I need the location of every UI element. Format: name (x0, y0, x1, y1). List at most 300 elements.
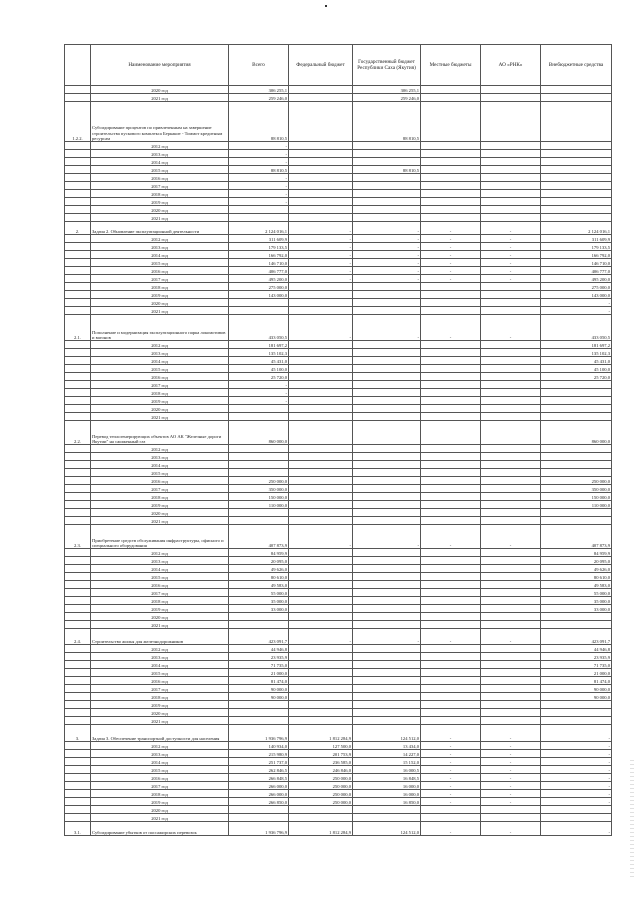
federal-cell: - (289, 251, 353, 259)
rnk-cell: - (481, 725, 541, 742)
table-row-year (65, 549, 612, 557)
total-cell: - (229, 198, 289, 206)
idx-cell (65, 790, 91, 798)
idx-cell (65, 291, 91, 299)
idx-cell (65, 621, 91, 629)
federal-cell: 250 000,0 (289, 798, 353, 806)
local-cell (421, 421, 481, 445)
total-cell: 150 000,0 (229, 493, 289, 501)
federal-cell (289, 605, 353, 613)
local-cell (421, 557, 481, 565)
local-cell (421, 685, 481, 693)
local-cell (421, 373, 481, 381)
idx-cell (65, 142, 91, 150)
year-cell: 2016 год (91, 267, 229, 275)
state-cell (353, 669, 421, 677)
federal-cell (289, 389, 353, 397)
offbudget-cell: 179 133,5 (541, 243, 612, 251)
idx-cell (65, 235, 91, 243)
federal-cell (289, 669, 353, 677)
rnk-cell (481, 190, 541, 198)
offbudget-cell (541, 381, 612, 389)
table-row-year (65, 86, 612, 94)
total-cell: 146 710,0 (229, 259, 289, 267)
rnk-cell (481, 405, 541, 413)
local-cell (421, 357, 481, 365)
year-cell: 2017 год (91, 782, 229, 790)
table-row-year (65, 766, 612, 774)
federal-cell (289, 291, 353, 299)
idx-cell (65, 501, 91, 509)
total-cell: 49 583,0 (229, 581, 289, 589)
header-rnk: АО «РНК» (481, 45, 541, 86)
state-cell (353, 397, 421, 405)
year-cell: 2015 год (91, 766, 229, 774)
idx-cell (65, 259, 91, 267)
total-cell: 423 091,7 (229, 629, 289, 645)
rnk-cell (481, 565, 541, 573)
year-cell: 2015 год (91, 469, 229, 477)
table-row-year (65, 605, 612, 613)
local-cell (421, 501, 481, 509)
federal-cell (289, 701, 353, 709)
offbudget-cell (541, 158, 612, 166)
federal-cell (289, 206, 353, 214)
year-cell: 2014 год (91, 758, 229, 766)
year-cell: 2020 год (91, 613, 229, 621)
rnk-cell (481, 517, 541, 525)
year-cell: 2018 год (91, 190, 229, 198)
local-cell (421, 307, 481, 315)
offbudget-cell: 407 873,9 (541, 525, 612, 549)
offbudget-cell: 49 583,0 (541, 581, 612, 589)
local-cell (421, 214, 481, 222)
idx-cell (65, 750, 91, 758)
table-row-item (65, 315, 612, 341)
table-row-year (65, 501, 612, 509)
rnk-cell (481, 283, 541, 291)
rnk-cell (481, 182, 541, 190)
offbudget-cell (541, 806, 612, 814)
year-cell: 2016 год (91, 581, 229, 589)
federal-cell (289, 477, 353, 485)
state-cell (353, 814, 421, 822)
idx-cell: 3. (65, 725, 91, 742)
header-offbudget: Внебюджетные средства (541, 45, 612, 86)
federal-cell (289, 613, 353, 621)
offbudget-cell: - (541, 766, 612, 774)
year-cell: 2017 год (91, 275, 229, 283)
idx-cell (65, 243, 91, 251)
total-cell: 266 000,0 (229, 790, 289, 798)
total-cell: 140 934,0 (229, 742, 289, 750)
offbudget-cell (541, 814, 612, 822)
rnk-cell: - (481, 243, 541, 251)
local-cell: - (421, 774, 481, 782)
idx-cell (65, 381, 91, 389)
name-cell: Субсидирование процентов по привлеченным на завершение строительства пускового комплекса Беркакит - Томмот кредитным ресурсам (91, 102, 229, 142)
total-cell: 84 959,9 (229, 549, 289, 557)
idx-cell (65, 267, 91, 275)
total-cell: 259 246,0 (229, 94, 289, 102)
rnk-cell (481, 613, 541, 621)
federal-cell (289, 158, 353, 166)
idx-cell (65, 307, 91, 315)
state-cell (353, 182, 421, 190)
idx-cell (65, 774, 91, 782)
idx-cell (65, 645, 91, 653)
table-row-year (65, 174, 612, 182)
total-cell: 23 935,9 (229, 653, 289, 661)
year-cell: 2016 год (91, 477, 229, 485)
total-cell: 179 133,5 (229, 243, 289, 251)
federal-cell (289, 413, 353, 421)
state-cell (353, 717, 421, 725)
state-cell: 16 850,0 (353, 798, 421, 806)
idx-cell (65, 573, 91, 581)
state-cell (353, 461, 421, 469)
local-cell (421, 365, 481, 373)
table-row-year (65, 299, 612, 307)
state-cell (353, 445, 421, 453)
offbudget-cell (541, 517, 612, 525)
state-cell (353, 565, 421, 573)
federal-cell (289, 142, 353, 150)
offbudget-cell: 166 792,0 (541, 251, 612, 259)
state-cell (353, 621, 421, 629)
idx-cell (65, 469, 91, 477)
local-cell (421, 453, 481, 461)
rnk-cell (481, 174, 541, 182)
year-cell: 2014 год (91, 251, 229, 259)
year-cell: 2015 год (91, 365, 229, 373)
idx-cell (65, 461, 91, 469)
idx-cell (65, 485, 91, 493)
local-cell: - (421, 798, 481, 806)
total-cell: 350 000,0 (229, 485, 289, 493)
local-cell (421, 283, 481, 291)
federal-cell (289, 565, 353, 573)
local-cell (421, 493, 481, 501)
local-cell (421, 341, 481, 349)
rnk-cell (481, 661, 541, 669)
local-cell: - (421, 315, 481, 341)
offbudget-cell: 150 000,0 (541, 493, 612, 501)
year-cell: 2012 год (91, 341, 229, 349)
table-row-year (65, 182, 612, 190)
idx-cell: 2.1. (65, 315, 91, 341)
federal-cell (289, 421, 353, 445)
total-cell (229, 469, 289, 477)
total-cell (229, 445, 289, 453)
offbudget-cell: 45 100,0 (541, 365, 612, 373)
offbudget-cell (541, 182, 612, 190)
offbudget-cell (541, 214, 612, 222)
local-cell (421, 469, 481, 477)
federal-cell (289, 806, 353, 814)
table-row-year (65, 477, 612, 485)
federal-cell (289, 190, 353, 198)
total-cell: 1 936 796,9 (229, 822, 289, 836)
rnk-cell (481, 693, 541, 701)
offbudget-cell (541, 198, 612, 206)
total-cell (229, 453, 289, 461)
rnk-cell (481, 645, 541, 653)
rnk-cell (481, 469, 541, 477)
rnk-cell (481, 445, 541, 453)
idx-cell (65, 709, 91, 717)
table-row-year (65, 597, 612, 605)
idx-cell (65, 349, 91, 357)
rnk-cell: - (481, 774, 541, 782)
rnk-cell (481, 299, 541, 307)
local-cell (421, 806, 481, 814)
local-cell (421, 581, 481, 589)
total-cell: 266 000,0 (229, 782, 289, 790)
idx-cell (65, 150, 91, 158)
federal-cell: 1 812 284,9 (289, 725, 353, 742)
state-cell: 88 810,5 (353, 102, 421, 142)
local-cell (421, 461, 481, 469)
year-cell: 2013 год (91, 750, 229, 758)
total-cell (229, 701, 289, 709)
rnk-cell (481, 206, 541, 214)
state-cell (353, 206, 421, 214)
local-cell (421, 661, 481, 669)
federal-cell (289, 166, 353, 174)
local-cell (421, 613, 481, 621)
rnk-cell (481, 509, 541, 517)
offbudget-cell: 311 609,9 (541, 235, 612, 243)
rnk-cell (481, 501, 541, 509)
state-cell (353, 806, 421, 814)
idx-cell: 2. (65, 222, 91, 235)
total-cell: 88 810,5 (229, 102, 289, 142)
rnk-cell (481, 653, 541, 661)
idx-cell: 2.4. (65, 629, 91, 645)
federal-cell (289, 653, 353, 661)
year-cell: 2019 год (91, 798, 229, 806)
state-cell (353, 509, 421, 517)
year-cell: 2015 год (91, 259, 229, 267)
year-cell: 2018 год (91, 790, 229, 798)
year-cell: 2013 год (91, 453, 229, 461)
table-row-year (65, 349, 612, 357)
offbudget-cell (541, 86, 612, 94)
table-row-year (65, 198, 612, 206)
total-cell: 45 100,0 (229, 365, 289, 373)
state-cell (353, 573, 421, 581)
total-cell: 1 936 796,9 (229, 725, 289, 742)
rnk-cell (481, 685, 541, 693)
total-cell: 33 000,0 (229, 605, 289, 613)
offbudget-cell (541, 445, 612, 453)
federal-cell: - (289, 235, 353, 243)
name-cell: Задача 3. Обеспечение транспортной доступности для населения (91, 725, 229, 742)
total-cell: 495 200,0 (229, 275, 289, 283)
total-cell: - (229, 397, 289, 405)
table-row-year (65, 509, 612, 517)
header-idx (65, 45, 91, 86)
federal-cell: - (289, 243, 353, 251)
federal-cell (289, 102, 353, 142)
state-cell (353, 142, 421, 150)
federal-cell: - (289, 222, 353, 235)
offbudget-cell: 33 000,0 (541, 605, 612, 613)
idx-cell (65, 275, 91, 283)
offbudget-cell: - (541, 822, 612, 836)
table-row-year (65, 693, 612, 701)
offbudget-cell: 49 626,0 (541, 565, 612, 573)
table-row-year (65, 469, 612, 477)
federal-cell (289, 549, 353, 557)
total-cell: 311 609,9 (229, 235, 289, 243)
total-cell (229, 307, 289, 315)
year-cell: 2021 год (91, 94, 229, 102)
state-cell (353, 307, 421, 315)
local-cell (421, 677, 481, 685)
idx-cell (65, 477, 91, 485)
table-row-year (65, 709, 612, 717)
local-cell (421, 182, 481, 190)
state-cell (353, 214, 421, 222)
offbudget-cell (541, 461, 612, 469)
table-row-year (65, 365, 612, 373)
total-cell (229, 621, 289, 629)
local-cell (421, 102, 481, 142)
total-cell: 88 810,5 (229, 166, 289, 174)
table-row-year (65, 742, 612, 750)
offbudget-cell: 23 935,9 (541, 653, 612, 661)
year-cell: 2019 год (91, 291, 229, 299)
year-cell: 2020 год (91, 86, 229, 94)
idx-cell (65, 365, 91, 373)
offbudget-cell (541, 717, 612, 725)
rnk-cell (481, 589, 541, 597)
year-cell: 2020 год (91, 299, 229, 307)
federal-cell (289, 182, 353, 190)
year-cell: 2012 год (91, 445, 229, 453)
federal-cell: - (289, 259, 353, 267)
offbudget-cell: 80 610,0 (541, 573, 612, 581)
state-cell (353, 381, 421, 389)
rnk-cell (481, 621, 541, 629)
idx-cell (65, 174, 91, 182)
local-cell (421, 653, 481, 661)
state-cell: - (353, 629, 421, 645)
idx-cell (65, 251, 91, 259)
idx-cell (65, 653, 91, 661)
year-cell: 2021 год (91, 214, 229, 222)
total-cell: 407 873,9 (229, 525, 289, 549)
federal-cell: 127 500,0 (289, 742, 353, 750)
offbudget-cell: 71 735,0 (541, 661, 612, 669)
table-row-year (65, 142, 612, 150)
table-row-year (65, 621, 612, 629)
table-row-year (65, 677, 612, 685)
year-cell: 2020 год (91, 806, 229, 814)
local-cell (421, 709, 481, 717)
state-cell (353, 373, 421, 381)
total-cell: 90 000,0 (229, 693, 289, 701)
year-cell: 2013 год (91, 150, 229, 158)
rnk-cell (481, 166, 541, 174)
total-cell: 251 737,0 (229, 758, 289, 766)
local-cell: - (421, 758, 481, 766)
rnk-cell: - (481, 742, 541, 750)
rnk-cell: - (481, 222, 541, 235)
idx-cell (65, 742, 91, 750)
state-cell: 14 227,0 (353, 750, 421, 758)
state-cell: - (353, 222, 421, 235)
table-header-row (65, 45, 612, 86)
federal-cell: - (289, 267, 353, 275)
name-cell: Задача 2. Обновление эксплуатационной деятельности (91, 222, 229, 235)
rnk-cell (481, 557, 541, 565)
state-cell (353, 701, 421, 709)
idx-cell (65, 397, 91, 405)
local-cell (421, 86, 481, 94)
federal-cell: 250 000,0 (289, 774, 353, 782)
rnk-cell: - (481, 267, 541, 275)
local-cell: - (421, 251, 481, 259)
scan-edge-mark (630, 760, 634, 880)
rnk-cell (481, 381, 541, 389)
idx-cell (65, 693, 91, 701)
year-cell: 2012 год (91, 549, 229, 557)
local-cell (421, 299, 481, 307)
idx-cell (65, 283, 91, 291)
state-cell (353, 421, 421, 445)
budget-table (64, 44, 612, 836)
state-cell: - (353, 235, 421, 243)
rnk-cell (481, 453, 541, 461)
idx-cell (65, 814, 91, 822)
idx-cell (65, 605, 91, 613)
table-row-item (65, 629, 612, 645)
offbudget-cell (541, 469, 612, 477)
idx-cell (65, 589, 91, 597)
table-row-item (65, 525, 612, 549)
state-cell (353, 597, 421, 605)
local-cell (421, 190, 481, 198)
year-cell: 2017 год (91, 381, 229, 389)
idx-cell (65, 565, 91, 573)
total-cell: - (229, 190, 289, 198)
year-cell: 2019 год (91, 198, 229, 206)
state-cell: - (353, 275, 421, 283)
year-cell: 2020 год (91, 709, 229, 717)
year-cell: 2012 год (91, 142, 229, 150)
table-row-year (65, 291, 612, 299)
state-cell: 13 434,0 (353, 742, 421, 750)
table-row-year (65, 565, 612, 573)
total-cell: 860 000,0 (229, 421, 289, 445)
offbudget-cell: - (541, 750, 612, 758)
offbudget-cell: - (541, 774, 612, 782)
offbudget-cell: - (541, 790, 612, 798)
rnk-cell: - (481, 798, 541, 806)
offbudget-cell: 146 710,0 (541, 259, 612, 267)
table-row-year (65, 307, 612, 315)
table-body (65, 86, 612, 836)
rnk-cell (481, 357, 541, 365)
idx-cell (65, 413, 91, 421)
local-cell (421, 597, 481, 605)
table-row-year (65, 94, 612, 102)
local-cell (421, 413, 481, 421)
state-cell: 88 810,5 (353, 166, 421, 174)
